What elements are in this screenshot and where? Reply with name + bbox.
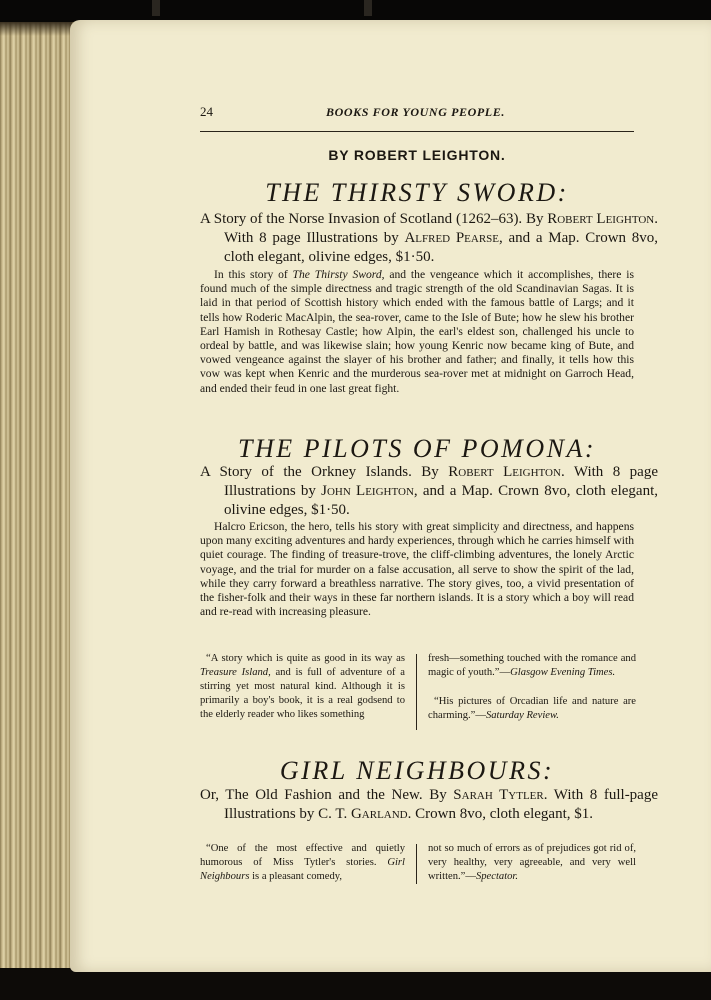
author-heading: BY ROBERT LEIGHTON. <box>328 147 506 163</box>
book-description: A Story of the Orkney Islands. By Robert Leighton. With 8 page Illustrations by John Leighton, and a Map. Crown 8vo, cloth elegant, olivine edges, $1·50. <box>200 464 658 518</box>
review-quote-right: not so much of errors as of prejudices got rid of, very healthy, very agreeable, and very well written.”—Spectator. <box>428 843 636 882</box>
book-page-edges <box>0 22 74 968</box>
scan-mark <box>364 0 372 16</box>
header-rule <box>200 131 634 132</box>
book-summary: Halcro Ericson, the hero, tells his story with great simplicity and directness, and happens upon many exciting adventures and hardy experiences, through which he carries himself with quiet courage. The finding of treasure-trove, the cliff-climbing adventures, the lonely Arctic voyage, and the trial for murder on a false accusation, all serve to show the spirit of the lad, while they carry forward a breathless narrative. The story gives, too, a vivid presentation of the fisher-folk and their ways in these far northern islands. It is a story which a boy will read and re-read with increasing pleasure. <box>200 520 634 619</box>
page-number: 24 <box>200 104 213 119</box>
book-summary: In this story of The Thirsty Sword, and the vengeance which it accomplishes, there is found much of the simple directness and tragic strength of the old Scandinavian Sagas. It is laid in that period of Scottish history which ended with the famous battle of Largs; and it tells how Roderic MacAlpin, the sea-rover, came to the Isle of Bute; how he slew his brother Earl Hamish in Rothesay Castle; how Alpin, the earl's eldest son, challenged his uncle to ordeal by battle, and was likewise slain; how young Kenric now became king of Bute, and vowed vengeance against the slayer of his brother and father; and finally, it tells how this vow was kept when Kenric and the murderous sea-rover met at midnight on Garroch Head, and ended their feud in one last great fight. <box>200 268 634 395</box>
book-title: THE PILOTS OF POMONA: <box>238 434 596 463</box>
book-title: GIRL NEIGHBOURS: <box>279 756 555 785</box>
top-margin-dark <box>0 0 711 22</box>
scan-mark <box>152 0 160 16</box>
review-quote-left: “A story which is quite as good in its way as Treasure Island, and is full of adventure of a stirring yet most natural kind. Although it is primarily a boy's book, it is a real godsend to the elderly reader who likes something <box>200 653 405 720</box>
column-divider <box>416 654 417 730</box>
review-quote-right: fresh—something touched with the romance and magic of youth.”—Glasgow Evening Times. <box>428 653 636 678</box>
column-divider <box>416 844 417 884</box>
review-quote-right: “His pictures of Orcadian life and nature are charming.”—Saturday Review. <box>428 696 636 721</box>
running-head <box>200 104 634 124</box>
review-quote-left: “One of the most effective and quietly humorous of Miss Tytler's stories. Girl Neighbours is a pleasant comedy, <box>200 843 405 882</box>
book-title: THE THIRSTY SWORD: <box>265 178 569 207</box>
running-title: BOOKS FOR YOUNG PEOPLE. <box>326 105 505 119</box>
bottom-margin-dark <box>0 972 711 1000</box>
book-description: Or, The Old Fashion and the New. By Sarah Tytler. With 8 full-page Illustrations by C. T. Garland. Crown 8vo, cloth elegant, $1. <box>200 787 659 822</box>
book-description: A Story of the Norse Invasion of Scotland (1262–63). By Robert Leighton. With 8 page Illustrations by Alfred Pearse, and a Map. Crown 8vo, cloth elegant, olivine edges, $1·50. <box>200 211 658 265</box>
